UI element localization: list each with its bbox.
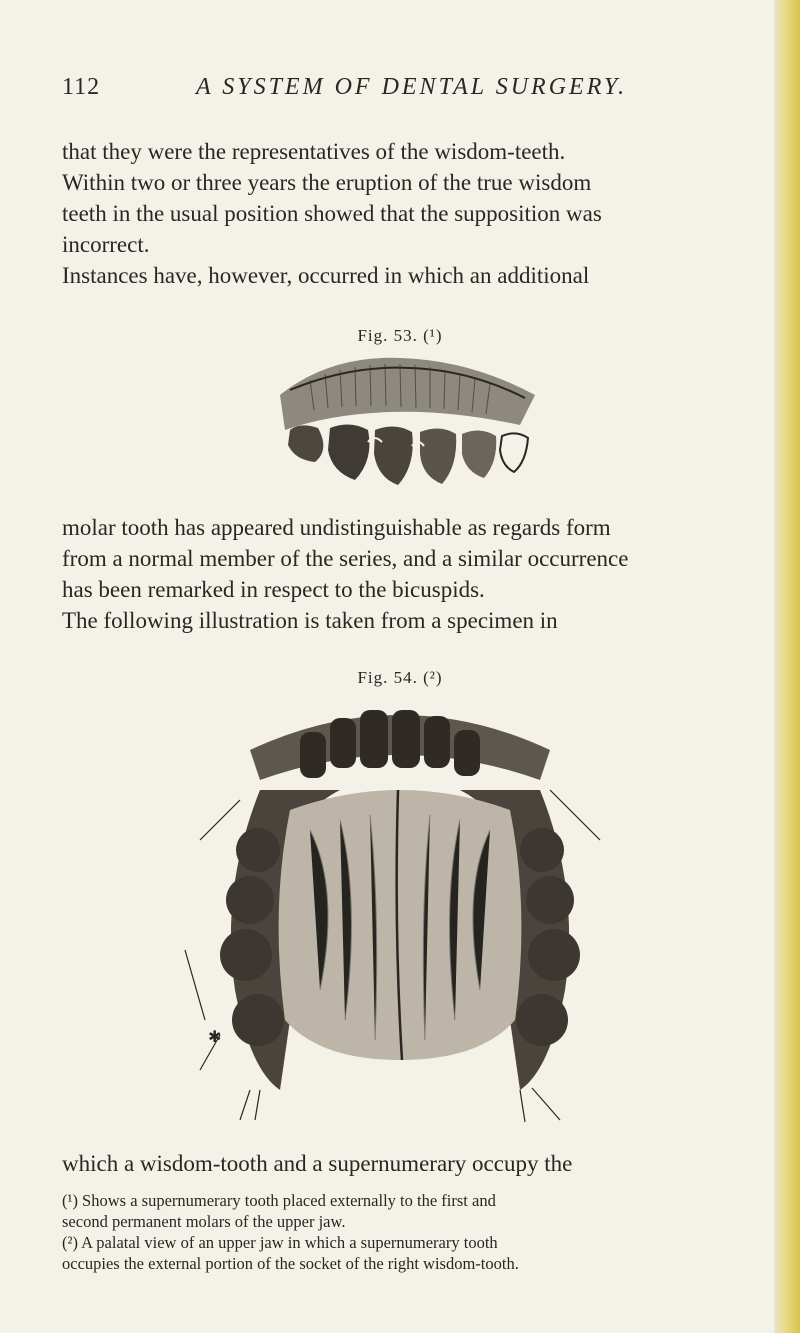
footnotes bbox=[62, 1190, 752, 1274]
text-line: The following illustration is taken from a specimen in bbox=[62, 608, 558, 633]
text-line: has been remarked in respect to the bicuspids. bbox=[62, 577, 485, 602]
svg-text:✱: ✱ bbox=[208, 1027, 222, 1046]
page-number: 112 bbox=[62, 74, 101, 100]
text-line: Instances have, however, occurred in which an additional bbox=[62, 263, 590, 288]
text-line: incorrect. bbox=[62, 232, 150, 257]
text-line: that they were the representatives of the wisdom-teeth. bbox=[62, 139, 566, 164]
text-line: which a wisdom-tooth and a supernumerary occupy the bbox=[62, 1151, 573, 1176]
text-line: teeth in the usual position showed that the supposition was bbox=[62, 201, 602, 226]
paragraph-1 bbox=[62, 136, 742, 291]
figure-54-illustration bbox=[180, 690, 620, 1130]
figure-54-caption: Fig. 54. (²) bbox=[357, 668, 443, 687]
footnote-line: second permanent molars of the upper jaw. bbox=[62, 1212, 346, 1231]
page-edge bbox=[774, 0, 800, 1333]
figure-53-illustration bbox=[270, 350, 540, 500]
footnote-line: (²) A palatal view of an upper jaw in which a supernumerary tooth bbox=[62, 1233, 498, 1252]
paragraph-3 bbox=[62, 1148, 742, 1179]
paragraph-2 bbox=[62, 512, 742, 636]
footnote-line: occupies the external portion of the socket of the right wisdom-tooth. bbox=[62, 1254, 519, 1273]
text-line: from a normal member of the series, and a similar occurrence bbox=[62, 546, 629, 571]
text-line: molar tooth has appeared undistinguishable as regards form bbox=[62, 515, 611, 540]
page-header bbox=[62, 72, 742, 108]
text-line: Within two or three years the eruption of the true wisdom bbox=[62, 170, 592, 195]
figure-53-caption: Fig. 53. (¹) bbox=[357, 326, 443, 345]
footnote-line: (¹) Shows a supernumerary tooth placed externally to the first and bbox=[62, 1191, 496, 1210]
running-title: A SYSTEM OF DENTAL SURGERY. bbox=[196, 74, 628, 100]
